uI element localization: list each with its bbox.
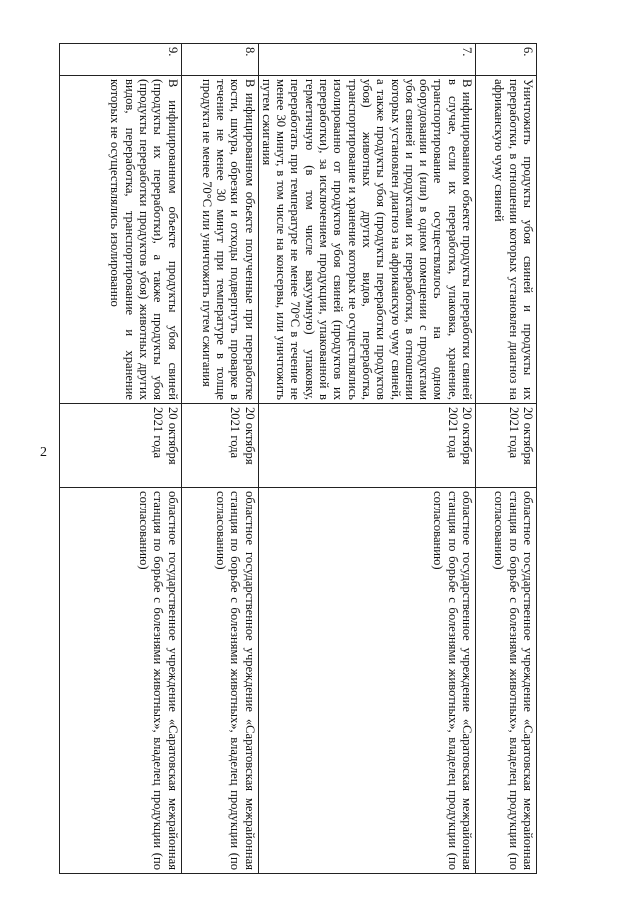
row-number: 6. [476,44,537,76]
deadline-date: 20 октября 2021 года [59,404,181,488]
measure-text: В инфицированном объекте продукты убоя свиней (продукты их переработки), а также продукты убоя (продукты переработки продуктов убоя) животных других видов, переработка, транспортирование и хранение которых не осуществлялись изолированно [108,79,180,400]
measures-table [59,43,537,874]
responsible-party: областное государственное учреждение «Саратовская межрайонная станция по борьбе с болезнями животных», владелец продукции (по согласованию) [181,488,258,874]
measure-text-cell [59,76,181,404]
responsible-party: областное государственное учреждение «Саратовская межрайонная станция по борьбе с болезнями животных», владелец продукции (по согласованию) [258,488,475,874]
measure-text: В инфицированном объекте продукты переработки свиней в случае, если их переработка, упаковка, хранение, транспортирование осуществлялось на одном оборудовании и (или) в одном помещении с продуктами убоя свиней и продуктами их переработки, в отношении которых установлен диагноз на африканскую чуму свиней, а также продукты убоя (продукты переработки продуктов убоя) животных других видов, переработка, транспортирование и хранение которых не осуществлялись изолированно от продуктов убоя свиней (продуктов их переработки), за исключением продукции, упакованной в герметичную (в том числе вакуумную) упаковку, переработать при температуре не менее 70°С в течение не менее 30 минут, в том числе на консервы, или уничтожить путем сжигания [258,76,475,404]
table-row [476,44,537,874]
table-row [59,44,181,874]
deadline-date: 20 октября 2021 года [258,404,475,488]
row-number: 8. [181,44,258,76]
page-number: 2 [40,445,47,460]
responsible-party: областное государственное учреждение «Саратовская межрайонная станция по борьбе с болезнями животных», владелец продукции (по согласованию) [59,488,181,874]
table-row [258,44,475,874]
rotated-table-wrapper [97,43,537,873]
deadline-date: 20 октября 2021 года [476,404,537,488]
responsible-party: областное государственное учреждение «Саратовская межрайонная станция по борьбе с болезнями животных», владелец продукции (по согласованию) [476,488,537,874]
measure-text: В инфицированном объекте полученные при переработке кости, шкура, обрезки и отходы подвергнуть проварке в течение не менее 30 минут при температуре в толще продукта не менее 70°С или уничтожить путем сжигания [181,76,258,404]
table-row [181,44,258,874]
deadline-date: 20 октября 2021 года [181,404,258,488]
measure-text: Уничтожить продукты убоя свиней и продукты их переработки, в отношении которых установлен диагноз на африканскую чуму свиней [476,76,537,404]
row-number: 7. [258,44,475,76]
row-number: 9. [59,44,181,76]
